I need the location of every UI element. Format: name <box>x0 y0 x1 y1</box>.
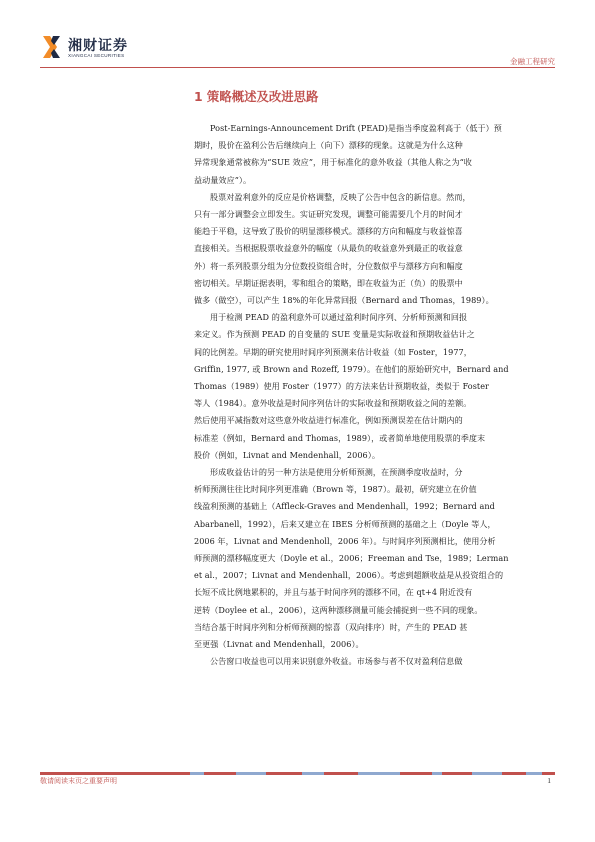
paragraph-5: 公告窗口收益也可以用来识别意外收益。市场参与者不仅对盈利信息做 <box>210 656 463 667</box>
logo-name: 湘财证券 <box>68 38 128 54</box>
page-header <box>0 0 595 72</box>
paragraph-3: 用于检测 PEAD 的盈利意外可以通过盈利时间序列、分析师预测和回报 来定义。作为预测 PEAD 的自变量的 SUE 变量是实际收益和预期收益估计之 间的比例差。早期的研究使用时间序列预测来估计收益（如 Foster，1977， Griffin, 1977, 或 Brown and Rozeff, 1979）。在他们的原始研究中，Bernard and Thomas（1989）使用 Foster（1977）的方法来估计预期收益，类似于 Foster 等人（1984）。意外收益是时间序列估计的实际收益和预期收益之间的差额。 然后使用平减指数对这些意外收益进行标准化，例如预测误差在估计期内的 标准差（例如，Bernard and Thomas，1989），或者简单地使用股票的季度末 股价（例如，Livnat and Mendenhall，2006）。 <box>194 312 509 460</box>
xiangcai-logo-icon <box>40 34 64 60</box>
main-content <box>194 87 555 671</box>
section-title: 1 策略概述及改进思路 <box>194 89 319 104</box>
paragraph-1: Post-Earnings-Announcement Drift (PEAD)是指当季度盈利高于（低于）预 期时，股价在盈利公告后继续向上（向下）漂移的现象。这就是为什么这种 异常现象通常被称为“SUE 效应”，用于标准化的意外收益（其他人称之为“收 益动量效应”）。 <box>194 123 502 185</box>
paragraph-4: 形成收益估计的另一种方法是使用分析师预测，在预测季度收益时，分 析师预测往往比时间序列更准确（Brown 等，1987）。最初，研究建立在价值 线盈利预测的基础上（Affleck-Graves and Mendenhall，1992；Bernard and Abarbanell，1992），后来又建立在 IBES 分析师预测的基础之上（Doyle 等人， 2006 年，Livnat and Mendenholl，2006 年）。与时间序列预测相比，使用分析 师预测的漂移幅度更大（Doyle et al.，2006；Freeman and Tse，1989；Lerman et al.，2007；Livnat and Mendenhall，2006）。考虑到超额收益是从投资组合的 长短不成比例地累积的，并且与基于时间序列的漂移不同，在 qt+4 附近没有 逆转（Doylee et al.，2006），这两种漂移测量可能会捕捉到一些不同的现象。 当结合基于时间序列和分析师预测的惊喜（双向排序）时，产生的 PEAD 甚 至更强（Livnat and Mendenhall，2006）。 <box>194 467 509 650</box>
footer-divider <box>40 772 555 775</box>
company-logo <box>40 34 200 64</box>
header-divider <box>40 67 555 68</box>
page-number: 1 <box>547 776 551 785</box>
section-label: 金融工程研究 <box>510 57 555 66</box>
footer-disclaimer: 敬请阅读末页之重要声明 <box>40 777 117 785</box>
logo-subtitle: XIANGCAI SECURITIES <box>68 53 125 58</box>
paragraph-2: 股票对盈利意外的反应是价格调整，反映了公告中包含的新信息。然而， 只有一部分调整会立即发生。实证研究发现，调整可能需要几个月的时间才 能趋于平稳，这导致了股价的明显漂移模式。漂移的方向和幅度与收益惊喜 直接相关。当根据股票收益意外的幅度（从最负的收益意外到最正的收益意 外）将一系列股票分组为分位数投资组合时，分位数似乎与漂移方向和幅度 密切相关。早期证据表明，零和组合的策略，即在收益为正（负）的股票中 做多（做空），可以产生 18%的年化异常回报（Bernard and Thomas，1989）。 <box>194 191 494 306</box>
